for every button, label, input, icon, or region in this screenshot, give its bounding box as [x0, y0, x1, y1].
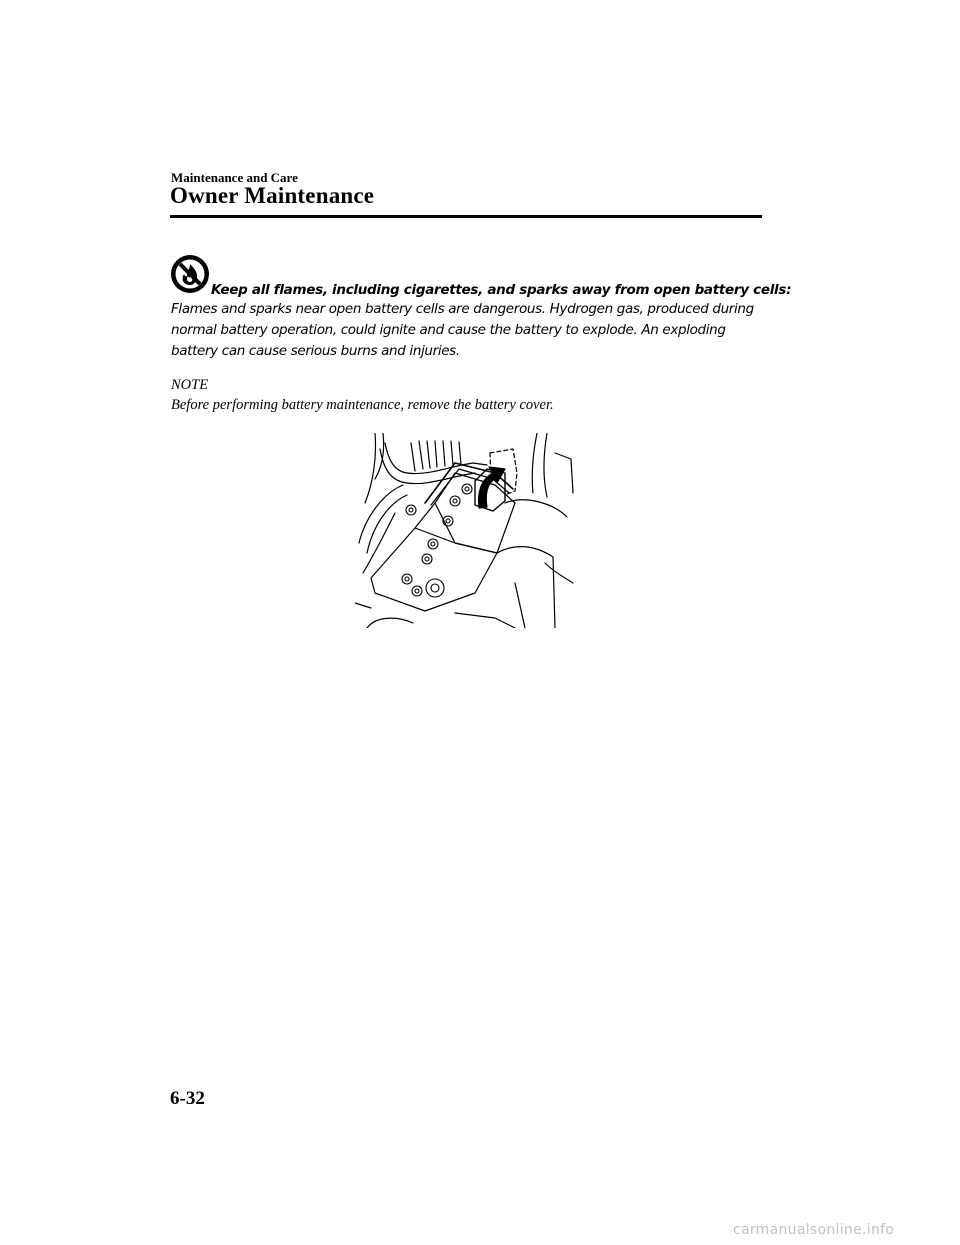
section-label: Maintenance and Care	[171, 170, 298, 185]
no-flames-icon	[170, 254, 210, 294]
note-label: NOTE	[171, 377, 209, 393]
watermark-text: carmanualsonline.info	[733, 1222, 895, 1238]
note-text: Before performing battery maintenance, remove the battery cover.	[171, 397, 554, 413]
page-number: 6-32	[170, 1088, 205, 1109]
battery-cover-removal-illustration	[355, 433, 575, 628]
warning-body: Flames and sparks near open battery cells are dangerous. Hydrogen gas, produced during normal battery operation, could ignite and cause the battery to explode. An exploding battery can cause serious burns and injuries.	[171, 301, 754, 359]
warning-heading: Keep all flames, including cigarettes, and sparks away from open battery cells:	[211, 282, 792, 298]
page-title: Owner Maintenance	[170, 183, 375, 208]
header-divider	[170, 215, 762, 218]
